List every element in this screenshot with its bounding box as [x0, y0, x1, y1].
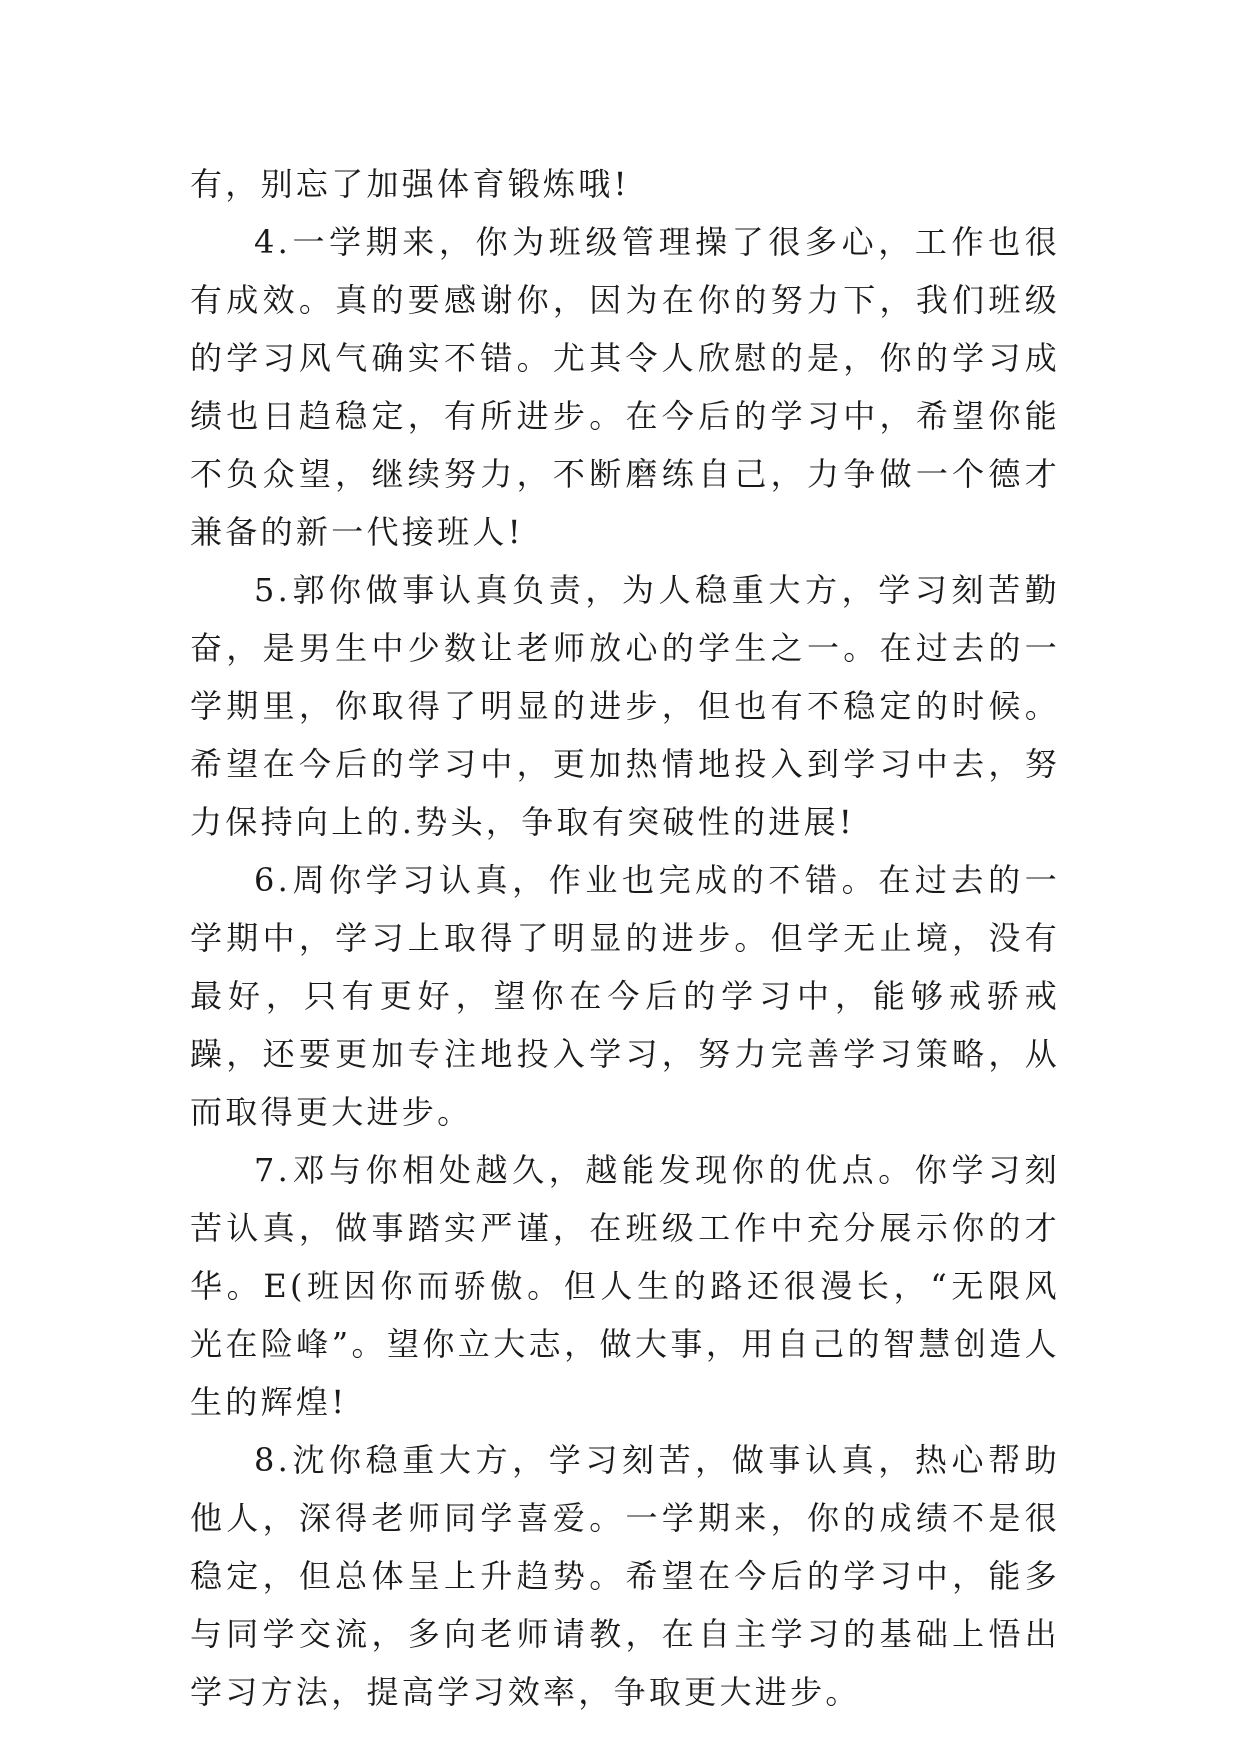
document-body: [190, 155, 1060, 1721]
paragraph-continuation: 有，别忘了加强体育锻炼哦!: [190, 165, 630, 203]
paragraph-comment-8: 8.沈你稳重大方，学习刻苦，做事认真，热心帮助他人，深得老师同学喜爱。一学期来，你的成绩不是很稳定，但总体呈上升趋势。希望在今后的学习中，能多与同学交流，多向老师请教，在自主学习的基础上悟出学习方法，提高学习效率，争取更大进步。: [190, 1441, 1060, 1711]
paragraph-comment-6: 6.周你学习认真，作业也完成的不错。在过去的一学期中，学习上取得了明显的进步。但学无止境，没有最好，只有更好，望你在今后的学习中，能够戒骄戒躁，还要更加专注地投入学习，努力完善学习策略，从而取得更大进步。: [190, 861, 1060, 1131]
paragraph-comment-4: 4.一学期来，你为班级管理操了很多心，工作也很有成效。真的要感谢你，因为在你的努力下，我们班级的学习风气确实不错。尤其令人欣慰的是，你的学习成绩也日趋稳定，有所进步。在今后的学习中，希望你能不负众望，继续努力，不断磨练自己，力争做一个德才兼备的新一代接班人!: [190, 223, 1060, 551]
paragraph-comment-7: 7.邓与你相处越久，越能发现你的优点。你学习刻苦认真，做事踏实严谨，在班级工作中充分展示你的才华。E(班因你而骄傲。但人生的路还很漫长，“无限风光在险峰”。望你立大志，做大事，用自己的智慧创造人生的辉煌!: [190, 1151, 1060, 1421]
paragraph-comment-5: 5.郭你做事认真负责，为人稳重大方，学习刻苦勤奋，是男生中少数让老师放心的学生之一。在过去的一学期里，你取得了明显的进步，但也有不稳定的时候。希望在今后的学习中，更加热情地投入到学习中去，努力保持向上的.势头，争取有突破性的进展!: [190, 571, 1060, 841]
